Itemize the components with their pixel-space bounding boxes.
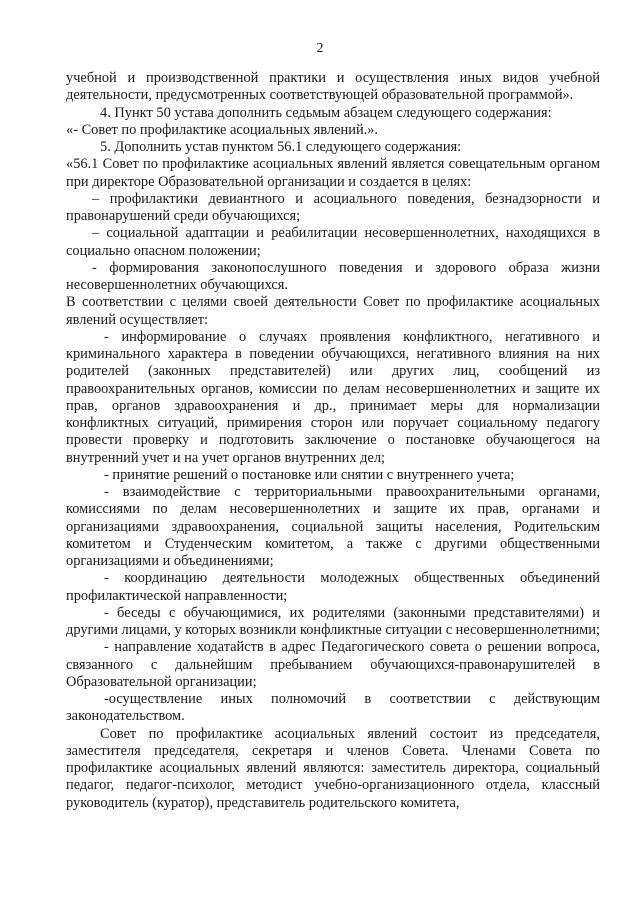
page-number: 2 (316, 41, 324, 56)
paragraph-council-composition: Совет по профилактике асоциальных явлений состоит из председателя, заместителя председателя, секретаря и членов Совета. Членами Совета по профилактике асоциальных явлений являются: заместитель директора, социальный педагог, педагог-психолог, методист учебно-организационного отдела, классный руководитель (куратор), представитель родительского комитета, (66, 725, 600, 811)
paragraph-activities-intro: В соответствии с целями своей деятельности Совет по профилактике асоциальных явлений осуществляет: (66, 294, 600, 328)
list-item-goal-3: - формирования законопослушного поведения и здорового образа жизни несовершеннолетних обучающихся. (66, 259, 600, 293)
list-item-activity-5: - беседы с обучающимися, их родителями (законными представителями) и другими лицами, у которых возникли конфликтные ситуации с несовершеннолетними; (66, 604, 600, 638)
list-item-activity-7: -осуществление иных полномочий в соответствии с действующим законодательством. (66, 691, 600, 725)
paragraph-quote-council: «- Совет по профилактике асоциальных явлений.». (66, 121, 379, 138)
list-item-goal-1: – профилактики девиантного и асоциального поведения, безнадзорности и правонарушений среди обучающихся; (66, 190, 600, 224)
list-item-activity-2: - принятие решений о постановке или снятии с внутреннего учета; (104, 466, 515, 483)
list-item-activity-3: - взаимодействие с территориальными правоохранительными органами, комиссиями по делам несовершеннолетних и защите их прав, органами и организациями здравоохранения, социальной защиты населения, Родительским комитетом и Студенческим комитетом, а также с другими общественными организациями и объединениями; (66, 484, 600, 569)
list-item-goal-2: – социальной адаптации и реабилитации несовершеннолетних, находящихся в социально опасном положении; (66, 225, 600, 259)
list-item-activity-1: - информирование о случаях проявления конфликтного, негативного и криминального характера в поведении обучающихся, негативного влияния на них родителей (законных представителей) или других лиц, сообщений из правоохранительных органов, комиссии по делам несовершеннолетних и защите их прав, органов здравоохранения и др., принимает меры для нормализации конфликтных ситуаций, примирения сторон или поручает социальному педагогу провести проверку и подготовить заключение о постановке обучающегося на внутренний учет и на учет органов внутренних дел; (66, 328, 600, 466)
paragraph-item-5: 5. Дополнить устав пунктом 56.1 следующего содержания: (100, 139, 462, 155)
paragraph-item-4: 4. Пункт 50 устава дополнить седьмым абзацем следующего содержания: (100, 104, 552, 121)
paragraph-56-1: «56.1 Совет по профилактике асоциальных явлений является совещательным органом при директоре Образовательной организации и создается в целях: (66, 156, 600, 190)
paragraph-continuation: учебной и производственной практики и осуществления иных видов учебной деятельности, предусмотренных соответствующей образовательной программой». (66, 70, 600, 104)
list-item-activity-6: - направление ходатайств в адрес Педагогического совета о решении вопроса, связанного с дальнейшим пребыванием обучающихся-правонарушителей в Образовательной организации; (66, 639, 600, 690)
list-item-activity-4: - координацию деятельности молодежных общественных объединений профилактической направленности; (66, 570, 600, 604)
document-body (66, 70, 600, 812)
